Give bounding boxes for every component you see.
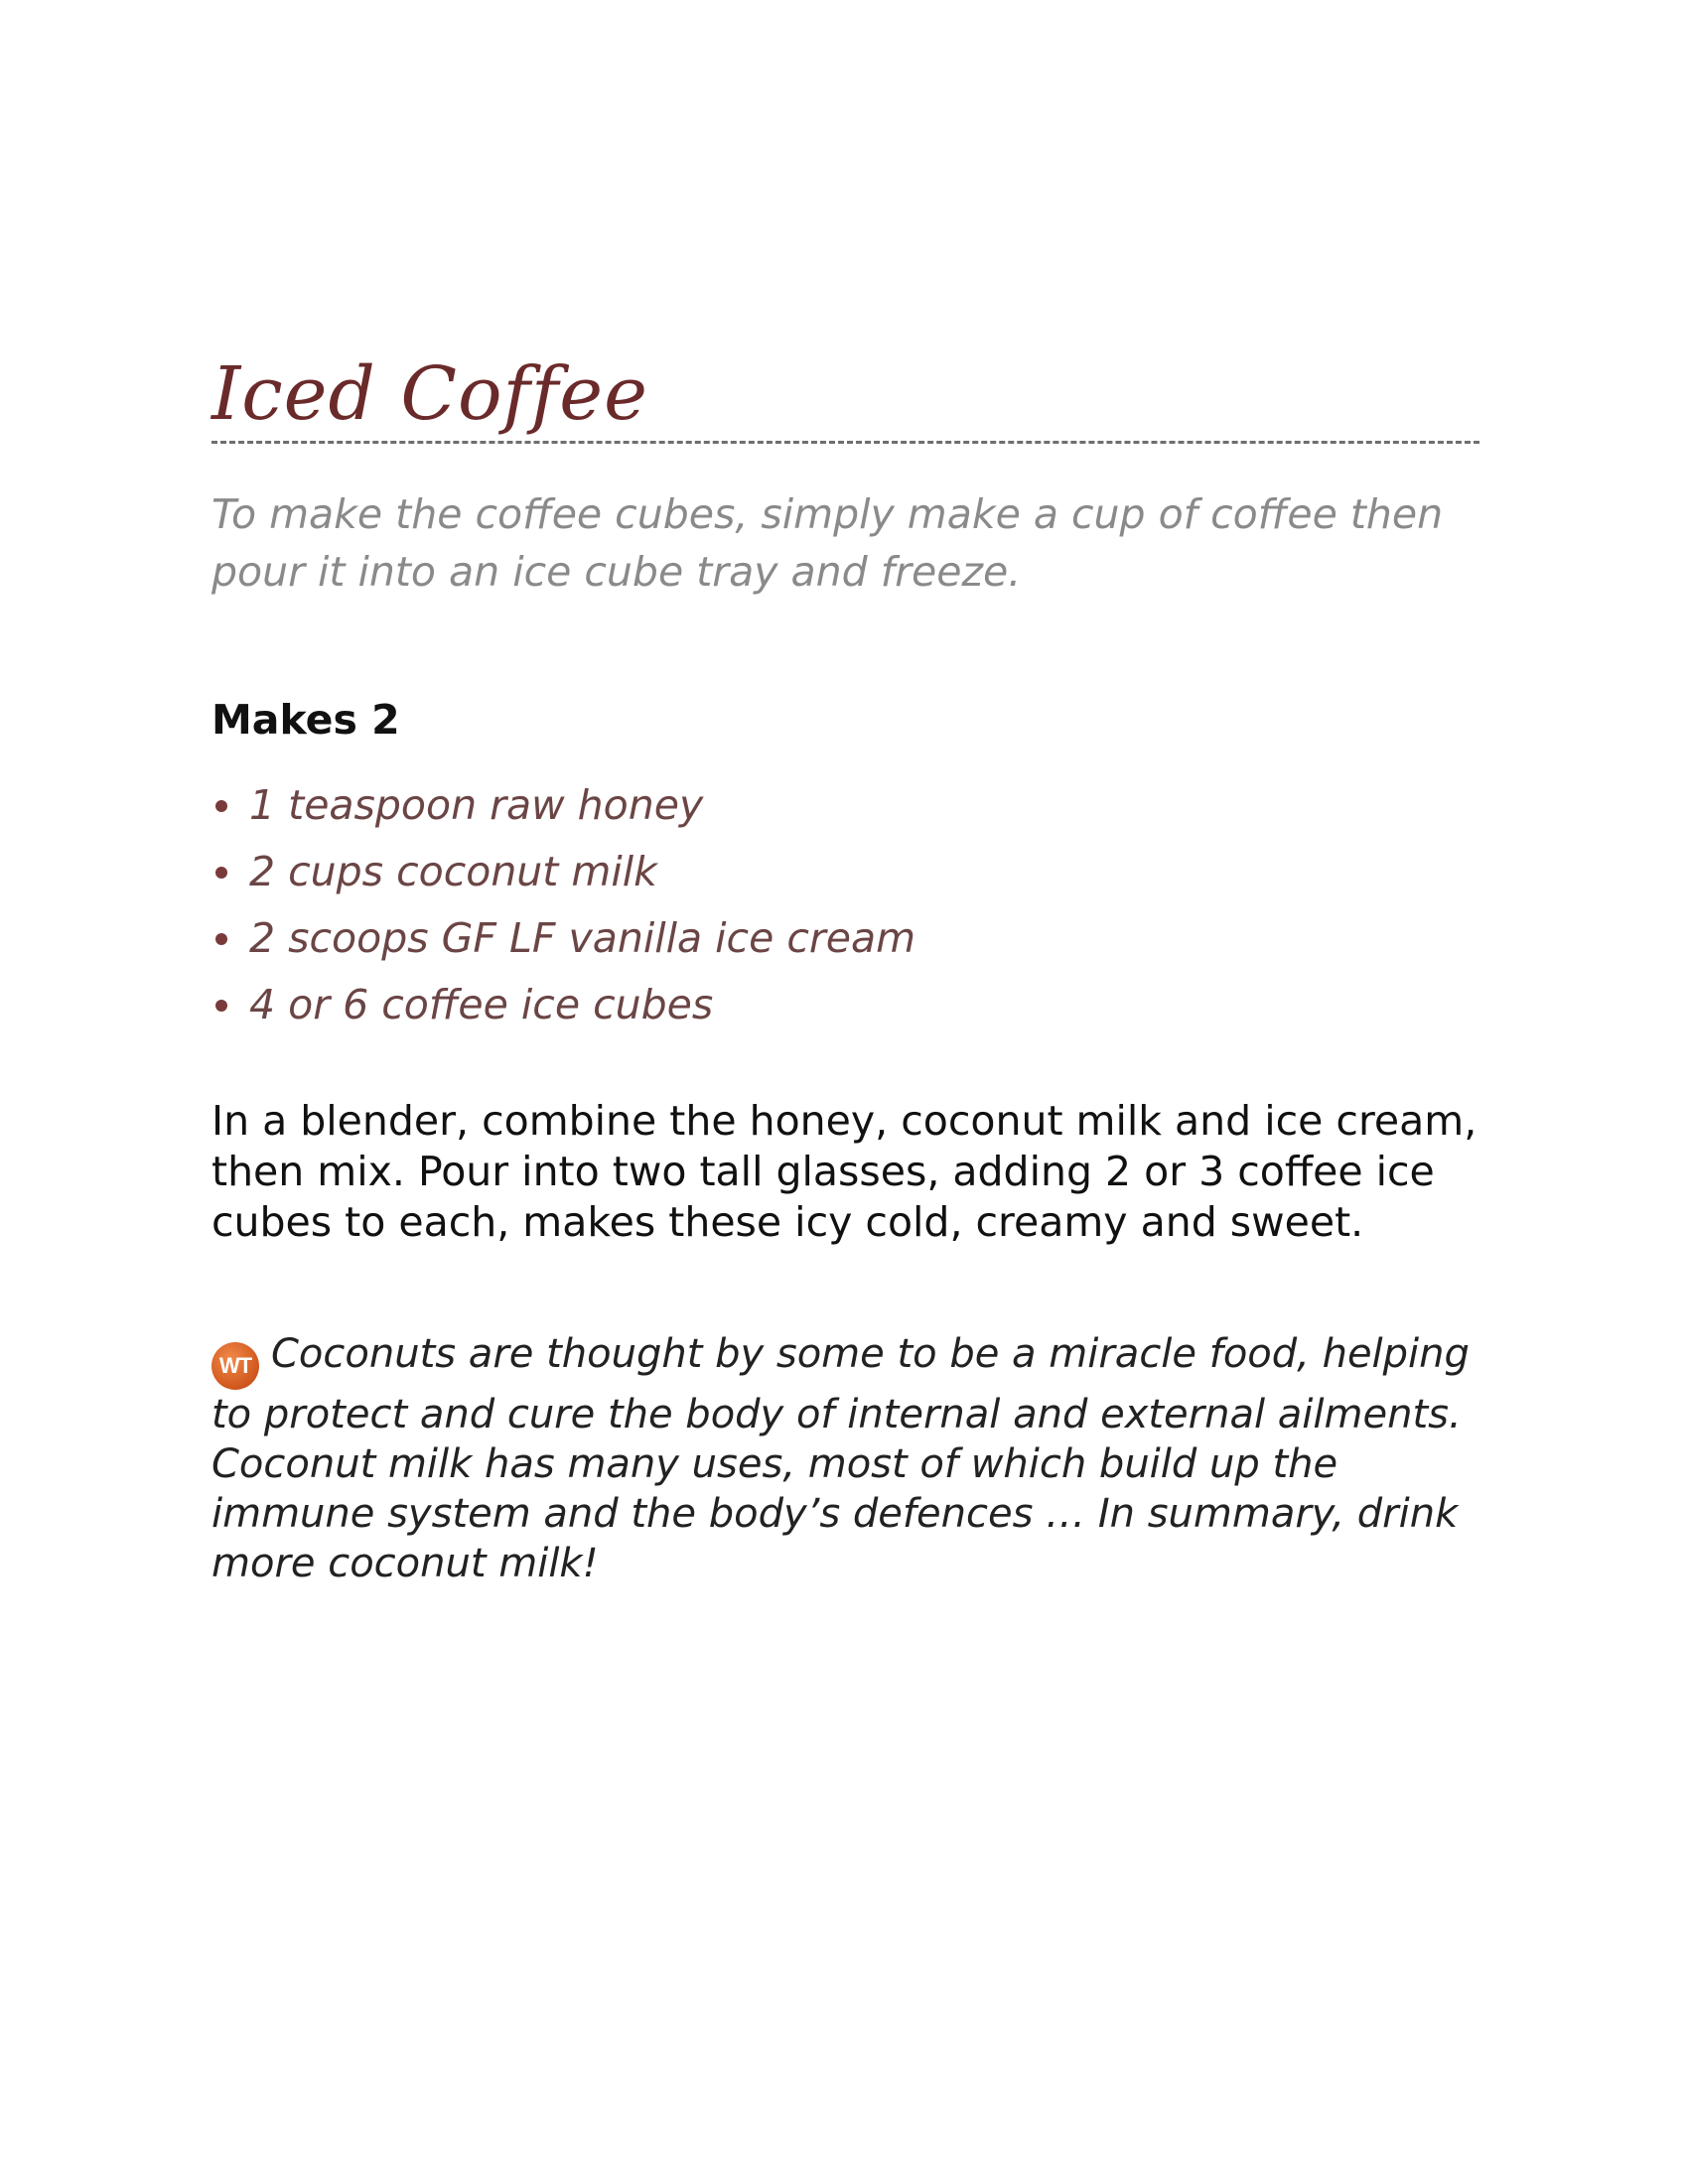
recipe-page	[211, 351, 1479, 1588]
ingredient-text: 2 cups coconut milk	[249, 848, 657, 896]
ingredient-text: 1 teaspoon raw honey	[249, 781, 704, 830]
tip-text: Coconuts are thought by some to be a miracle food, helping to protect and cure the body of internal and external ailments. Coconut milk has many uses, most of which build up the immune system and the body’s defences … In summary, drink more coconut milk!	[211, 1331, 1470, 1587]
recipe-intro: To make the coffee cubes, simply make a cup of coffee then pour it into an ice cube tray and freeze.	[211, 490, 1444, 596]
wt-badge-icon: WT	[211, 1342, 259, 1390]
bullet-icon	[215, 933, 227, 945]
recipe-method: In a blender, combine the honey, coconut milk and ice cream, then mix. Pour into two tall glasses, adding 2 or 3 coffee ice cubes to each, makes these icy cold, creamy and sweet.	[211, 1097, 1477, 1247]
bullet-icon	[215, 1000, 227, 1012]
ingredient-item	[211, 772, 1479, 839]
recipe-title: Iced Coffee	[211, 351, 648, 437]
servings-heading: Makes 2	[211, 696, 400, 744]
bullet-icon	[215, 867, 227, 879]
ingredient-item	[211, 839, 1479, 905]
ingredient-text: 2 scoops GF LF vanilla ice cream	[249, 914, 916, 963]
ingredient-text: 4 or 6 coffee ice cubes	[249, 981, 714, 1029]
ingredients-list	[211, 772, 1479, 1038]
wellness-tip	[211, 1329, 1479, 1588]
bullet-icon	[215, 800, 227, 812]
ingredient-item	[211, 905, 1479, 972]
ingredient-item	[211, 972, 1479, 1038]
title-divider	[211, 441, 1479, 444]
